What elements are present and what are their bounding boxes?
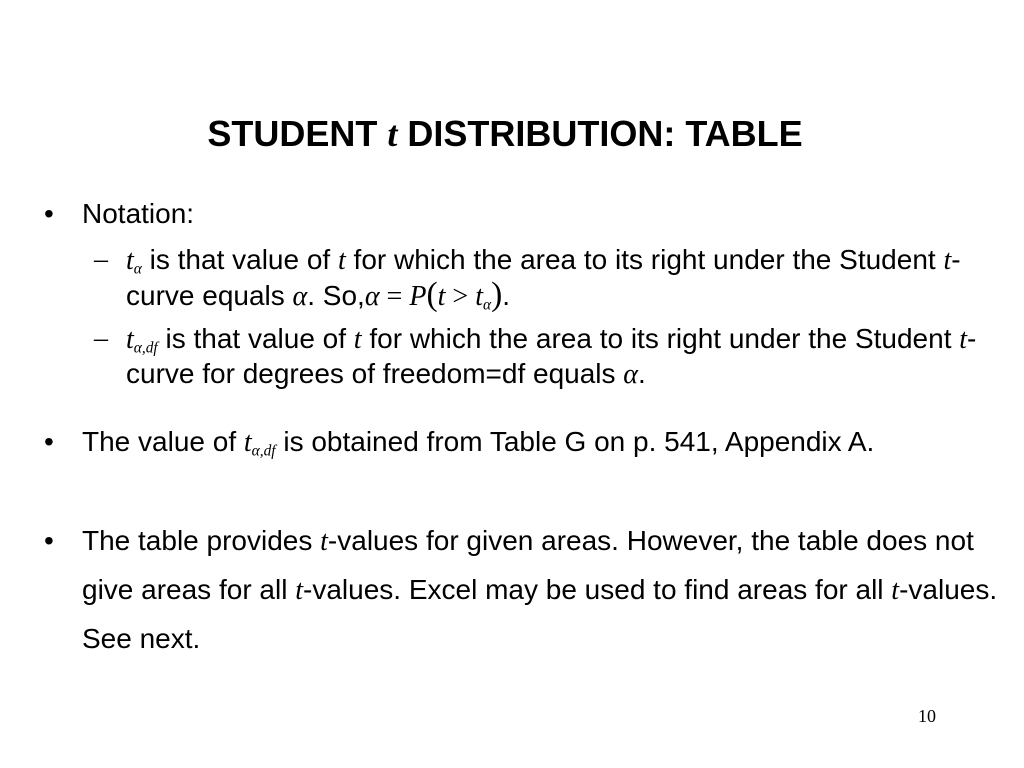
page-number: 10 (918, 706, 936, 726)
bullet-row (44, 197, 1004, 231)
text-segment: The value of (82, 426, 244, 457)
bullet-row (44, 425, 1004, 460)
bullet-table-provides (44, 517, 1004, 663)
bullet-table-g (44, 425, 1004, 460)
text-segment: -curve for degrees of freedom=df equals (126, 323, 977, 389)
title-part2: DISTRIBUTION: TABLE (407, 113, 803, 154)
text-segment: . (638, 358, 646, 389)
var-t: t (353, 324, 362, 355)
var-t: t (959, 324, 968, 355)
bullet-marker: • (44, 198, 54, 229)
text-segment: -values. Excel may be used to find areas for all (303, 574, 892, 605)
text-segment: -values. See next. (82, 574, 998, 654)
subscript-alpha: α (133, 260, 142, 278)
var-t: t (891, 575, 900, 606)
sub-bullet-t-alpha-df (44, 322, 1004, 392)
bullet-marker: • (44, 426, 54, 457)
text-segment: is that value of (157, 323, 354, 354)
title-part1: STUDENT (207, 113, 378, 154)
dash-marker: – (94, 323, 108, 354)
text-segment: . So, (307, 280, 365, 311)
text-segment: is that value of (141, 244, 338, 275)
var-t: t (243, 427, 252, 458)
var-t: t (943, 245, 952, 276)
var-t: t (126, 245, 134, 276)
text-segment: -values for given areas. However, the table does not give areas for all (82, 525, 974, 605)
dash-marker: – (94, 244, 108, 275)
bullet-marker: • (44, 525, 54, 556)
slide-title (0, 112, 1010, 156)
var-t: t (126, 324, 134, 355)
var-t: t (295, 575, 303, 606)
text-segment: for which the area to its right under the Student (361, 323, 960, 354)
text-segment: is obtained from Table G on p. 541, Appendix A. (275, 426, 875, 457)
bullet-text: Notation: (82, 198, 195, 229)
text-segment: -curve equals (126, 244, 961, 311)
text-segment: The table provides (82, 525, 321, 556)
probability-formula: $\alpha = P(t > t_\alpha)$ (364, 276, 503, 314)
text-segment: . (502, 280, 511, 311)
subscript-alpha-df: α,df (251, 442, 276, 460)
text-segment: for which the area to its right under the Student (345, 244, 944, 275)
var-t: t (320, 526, 328, 557)
sub-bullet-t-alpha (44, 243, 1004, 314)
title-variable-t: t (387, 114, 398, 154)
var-alpha: α (623, 359, 638, 390)
var-t: t (337, 245, 346, 276)
var-alpha: α (292, 281, 308, 312)
bullet-notation (44, 197, 1004, 392)
bullet-row (44, 517, 1004, 663)
subscript-alpha-df: α,df (133, 339, 158, 357)
